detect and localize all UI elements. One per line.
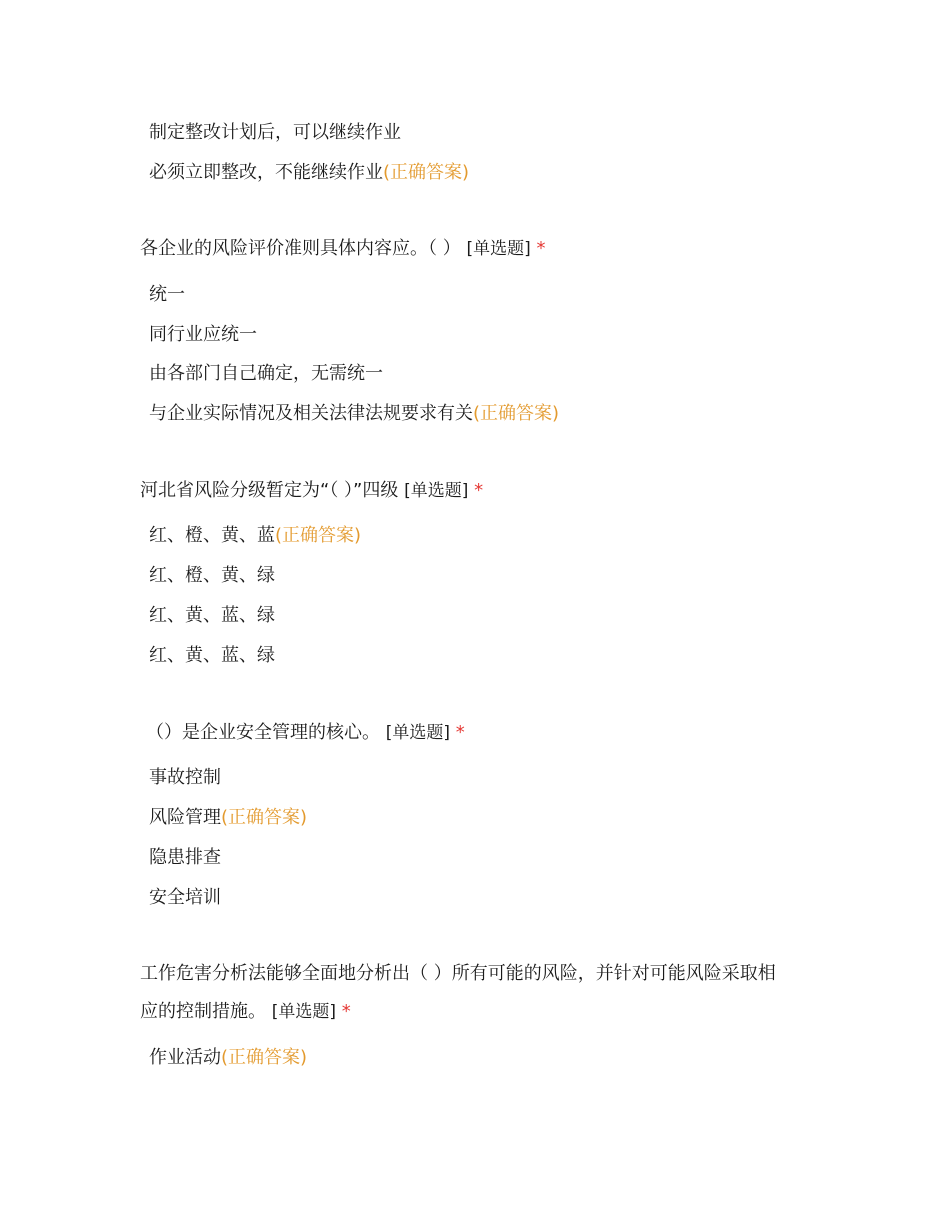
option-text: 作业活动	[149, 1047, 221, 1068]
option-text: 安全培训	[149, 887, 221, 908]
option-text: 制定整改计划后，可以继续作业	[149, 122, 401, 143]
option-text: 隐患排查	[149, 847, 221, 868]
option-text: 与企业实际情况及相关法律法规要求有关	[149, 403, 473, 424]
required-mark: *	[474, 480, 484, 501]
option-q1-1[interactable]	[149, 283, 185, 307]
question-type-tag: [单选题]	[385, 723, 450, 743]
question-4-title-line1	[140, 962, 776, 986]
option-q3-3[interactable]	[149, 846, 221, 870]
option-text: 红、黄、蓝、绿	[149, 605, 275, 626]
option-text: 事故控制	[149, 767, 221, 788]
question-type-tag: [单选题]	[466, 239, 531, 259]
option-q1-3[interactable]	[149, 362, 383, 386]
option-q4-1[interactable]	[149, 1046, 307, 1070]
correct-answer-mark: (正确答案)	[275, 525, 362, 546]
question-text: 应的控制措施。	[140, 1001, 266, 1022]
question-text: （）是企业安全管理的核心。	[146, 722, 380, 743]
option-text: 风险管理	[149, 807, 221, 828]
correct-answer-mark: (正确答案)	[473, 403, 560, 424]
option-q2-1[interactable]	[149, 524, 361, 548]
option-text: 红、黄、蓝、绿	[149, 645, 275, 666]
correct-answer-mark: (正确答案)	[221, 807, 308, 828]
option-q3-4[interactable]	[149, 886, 221, 910]
option-q2-2[interactable]	[149, 564, 275, 588]
required-mark: *	[341, 1001, 351, 1022]
correct-answer-mark: (正确答案)	[221, 1047, 308, 1068]
option-q0-2[interactable]	[149, 161, 469, 185]
option-q0-1[interactable]	[149, 121, 401, 145]
option-text: 红、橙、黄、蓝	[149, 525, 275, 546]
question-4-title-line2	[140, 1000, 351, 1024]
option-q1-4[interactable]	[149, 402, 559, 426]
required-mark: *	[455, 722, 465, 743]
question-text: 各企业的风险评价准则具体内容应。（ ）	[140, 238, 461, 259]
question-type-tag: [单选题]	[271, 1002, 336, 1022]
question-3-title	[146, 721, 465, 745]
required-mark: *	[536, 238, 546, 259]
question-text: 工作危害分析法能够全面地分析出（ ）所有可能的风险，并针对可能风险采取相	[140, 963, 776, 984]
question-1-title	[140, 237, 545, 261]
question-text: 河北省风险分级暂定为“（ ）”四级	[140, 480, 399, 501]
option-text: 由各部门自己确定，无需统一	[149, 363, 383, 384]
option-q1-2[interactable]	[149, 323, 257, 347]
option-q2-4[interactable]	[149, 644, 275, 668]
option-q3-1[interactable]	[149, 766, 221, 790]
correct-answer-mark: (正确答案)	[383, 162, 470, 183]
option-q2-3[interactable]	[149, 604, 275, 628]
option-text: 必须立即整改，不能继续作业	[149, 162, 383, 183]
option-text: 同行业应统一	[149, 324, 257, 345]
option-text: 统一	[149, 284, 185, 305]
question-2-title	[140, 479, 483, 503]
option-q3-2[interactable]	[149, 806, 307, 830]
question-type-tag: [单选题]	[404, 481, 469, 501]
option-text: 红、橙、黄、绿	[149, 565, 275, 586]
